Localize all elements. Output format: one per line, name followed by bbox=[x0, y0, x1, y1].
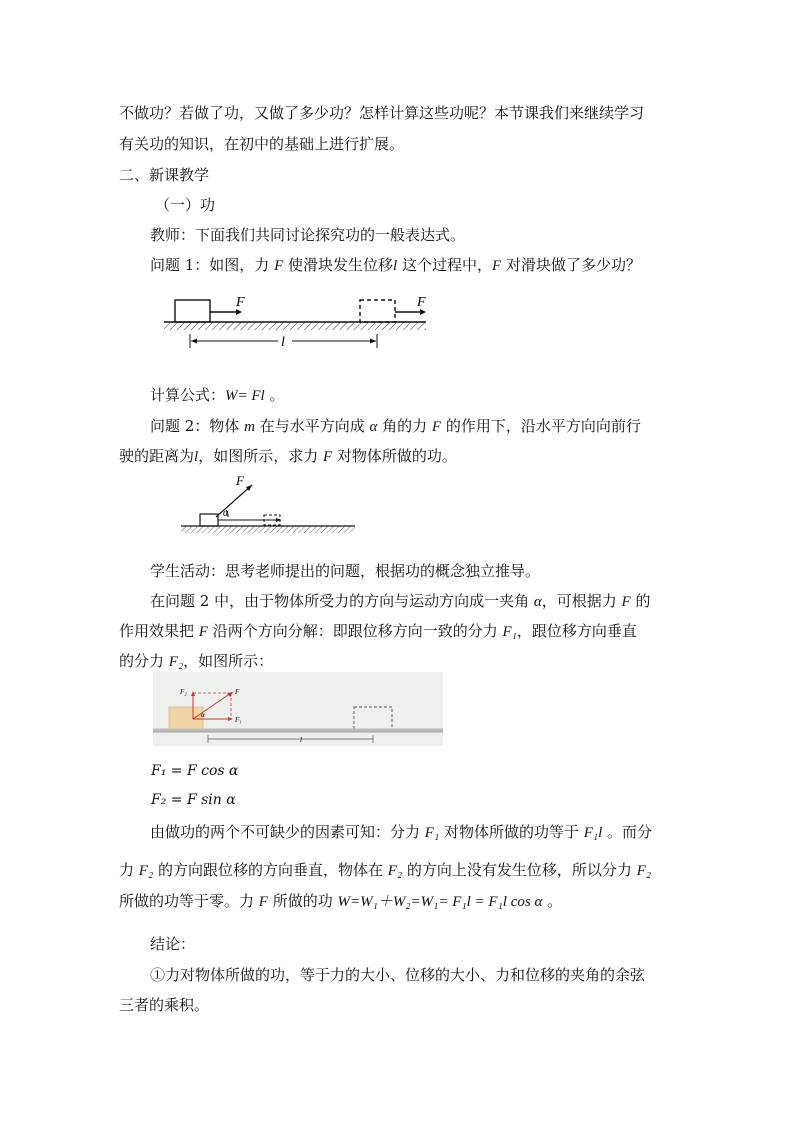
student-activity: 学生活动：思考老师提出的问题，根据功的概念独立推导。 bbox=[150, 562, 541, 580]
decomp-f1: F₁ bbox=[502, 624, 517, 640]
decomp-text-1: 在问题 2 中，由于物体所受力的方向与运动方向成一夹角 bbox=[150, 592, 534, 610]
decomp-line-2 bbox=[119, 621, 637, 642]
formula-1-label: 计算公式： bbox=[150, 386, 226, 404]
block-end bbox=[360, 300, 395, 322]
work-text-3: 。而分 bbox=[602, 823, 653, 841]
equation-f1: F₁ = F cos α bbox=[151, 763, 239, 779]
decomp-text-5: 沿两个方向分解：即跟位移方向一致的分力 bbox=[207, 622, 503, 640]
figure-angled-force bbox=[178, 472, 358, 538]
formula-1-expr: W= Fl bbox=[225, 388, 265, 404]
decomp-text-4: 作用效果把 bbox=[119, 622, 199, 640]
work-line-3 bbox=[119, 891, 562, 912]
q1-text-1: 问题 1：如图，力 bbox=[150, 256, 275, 274]
decomp-text-2: ，可根据力 bbox=[541, 592, 622, 610]
block-start bbox=[175, 300, 210, 322]
work-text-7: 所做的功等于零。力 bbox=[119, 892, 259, 910]
work-text-6: 的方向上没有发生位移，所以分力 bbox=[402, 861, 637, 879]
decomp-line-1 bbox=[150, 591, 650, 612]
decomp-force: F bbox=[621, 594, 631, 610]
decomp-text-6: ，跟位移方向垂直 bbox=[516, 622, 637, 640]
figure-force-decomposition bbox=[153, 672, 443, 746]
work-formula: W=W₁＋W₂=W₁= F₁l = F₁l cos α bbox=[337, 894, 543, 910]
intro-line-1: 不做功？若做了功，又做了多少功？怎样计算这些功呢？本节课我们来继续学习 bbox=[119, 104, 645, 122]
fig-f1-label: F₁ bbox=[235, 716, 242, 724]
work-f1l: F₁l bbox=[583, 825, 603, 841]
angled-force-label: F bbox=[236, 473, 244, 488]
work-text-2: 对物体所做的功等于 bbox=[439, 823, 584, 841]
decomp-text-8: ，如图所示： bbox=[183, 652, 274, 670]
q1-force: F bbox=[274, 258, 284, 274]
work-text-4: 力 bbox=[119, 861, 139, 879]
q2-disp: l bbox=[194, 449, 199, 465]
conclusion-point-1-cont: 三者的乘积。 bbox=[119, 996, 210, 1014]
question-1 bbox=[150, 255, 641, 276]
decomp-text-3: 的 bbox=[630, 592, 651, 610]
fig-alpha-label: α bbox=[201, 711, 205, 719]
work-text-1: 由做功的两个不可缺少的因素可知：分力 bbox=[150, 823, 425, 841]
q2-text-6: ，如图所示，求力 bbox=[198, 447, 323, 465]
work-line-1 bbox=[150, 822, 652, 843]
angle-label: α bbox=[223, 508, 229, 519]
q2-text-4: 的作用下，沿水平方向向前行 bbox=[441, 417, 641, 435]
decomp-force-2: F bbox=[198, 624, 208, 640]
q1-disp: l bbox=[393, 258, 398, 274]
question-2-line-1 bbox=[150, 416, 641, 437]
q1-text-2: 使滑块发生位移 bbox=[283, 256, 394, 274]
decomp-alpha: α bbox=[533, 594, 542, 610]
q2-text-1: 问题 2：物体 bbox=[150, 417, 245, 435]
q2-alpha: α bbox=[369, 419, 378, 435]
equation-f2: F₂ = F sin α bbox=[151, 792, 236, 808]
displacement-label: l bbox=[281, 335, 285, 350]
conclusion-label: 结论： bbox=[150, 935, 196, 953]
q2-text-2: 在与水平方向成 bbox=[254, 417, 370, 435]
q1-text-3: 这个过程中， bbox=[397, 256, 492, 274]
work-force: F bbox=[258, 894, 268, 910]
fig-f2-label: F₂ bbox=[180, 688, 187, 696]
q2-mass: m bbox=[244, 419, 255, 435]
work-f2: F₂ bbox=[138, 863, 154, 879]
section-subheading: （一）功 bbox=[155, 196, 216, 214]
force-label-1: F bbox=[236, 295, 245, 310]
q2-force-2: F bbox=[322, 449, 333, 465]
decomp-text-7: 的分力 bbox=[119, 652, 169, 670]
work-text-8: 所做的功 bbox=[267, 892, 338, 910]
q2-force: F bbox=[431, 419, 442, 435]
question-2-line-2 bbox=[119, 446, 457, 467]
formula-1 bbox=[150, 385, 285, 406]
work-f1: F₁ bbox=[424, 825, 440, 841]
work-text-9: 。 bbox=[542, 892, 563, 910]
q2-text-7: 对物体所做的功。 bbox=[332, 447, 457, 465]
angled-force-arrow bbox=[216, 485, 252, 517]
section-heading: 二、新课教学 bbox=[119, 166, 210, 184]
q1-force-2: F bbox=[492, 258, 502, 274]
decomp-f2: F₂ bbox=[168, 654, 184, 670]
figure-sliding-block bbox=[160, 290, 430, 352]
q2-text-5: 驶的距离为 bbox=[119, 447, 195, 465]
work-f2-c: F₂ bbox=[636, 863, 652, 879]
fig-f-label: F bbox=[235, 688, 240, 696]
work-text-5: 的方向跟位移的方向垂直，物体在 bbox=[153, 861, 388, 879]
fig-l-label: l bbox=[300, 736, 302, 744]
ground-hatch bbox=[164, 322, 426, 330]
block-2 bbox=[200, 514, 218, 526]
q2-text-3: 角的力 bbox=[377, 417, 432, 435]
formula-1-end: 。 bbox=[264, 386, 285, 404]
work-line-2 bbox=[119, 860, 651, 881]
decomp-line-3 bbox=[119, 651, 273, 672]
teacher-statement: 教师：下面我们共同讨论探究功的一般表达式。 bbox=[150, 226, 466, 244]
work-f2-b: F₂ bbox=[387, 863, 403, 879]
force-label-2: F bbox=[417, 295, 426, 310]
conclusion-point-1: ①力对物体所做的功，等于力的大小、位移的大小、力和位移的夹角的余弦 bbox=[150, 966, 646, 984]
q1-text-4: 对滑块做了多少功？ bbox=[501, 256, 641, 274]
intro-line-2: 有关功的知识，在初中的基础上进行扩展。 bbox=[119, 135, 405, 153]
